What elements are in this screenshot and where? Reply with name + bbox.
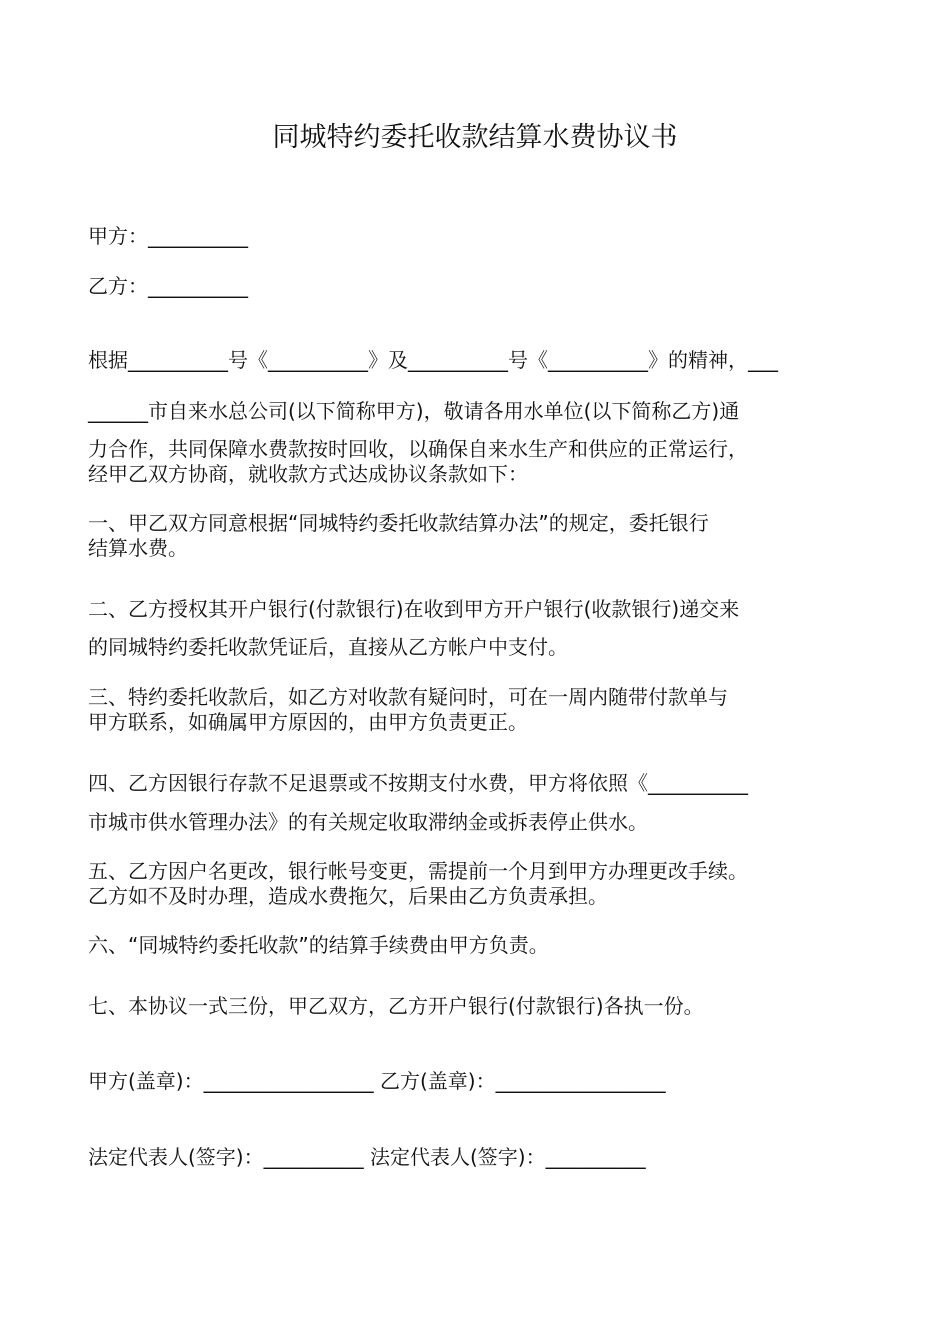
- clause-1-line-1: 一、甲乙双方同意根据“同城特约委托收款结算办法”的规定，委托银行: [88, 511, 709, 535]
- clause-2-line-2: 的同城特约委托收款凭证后，直接从乙方帐户中支付。: [88, 635, 568, 659]
- clause-7: 七、本协议一式三份，甲乙双方，乙方开户银行(付款银行)各执一份。: [88, 994, 704, 1018]
- legal-representative-line: 法定代表人(签字)：__________ 法定代表人(签字)：__________: [88, 1145, 646, 1169]
- document-title: 同城特约委托收款结算水费协议书: [272, 122, 678, 153]
- clause-5-line-1: 五、乙方因户名更改，银行帐号变更，需提前一个月到甲方办理更改手续。: [88, 859, 748, 883]
- clause-4-line-1: 四、乙方因银行存款不足退票或不按期支付水费，甲方将依照《__________: [88, 771, 748, 795]
- clause-2-line-1: 二、乙方授权其开户银行(付款银行)在收到甲方开户银行(收款银行)递交来: [88, 597, 740, 621]
- seal-line: 甲方(盖章)：_________________ 乙方(盖章)：_________________: [88, 1069, 666, 1093]
- intro-line-4: 经甲乙双方协商，就收款方式达成协议条款如下：: [88, 462, 528, 486]
- clause-3-line-2: 甲方联系，如确属甲方原因的，由甲方负责更正。: [88, 710, 528, 734]
- intro-line-2: ______市自来水总公司(以下简称甲方)，敬请各用水单位(以下简称乙方)通: [88, 399, 740, 423]
- clause-3-line-1: 三、特约委托收款后，如乙方对收款有疑问时，可在一周内随带付款单与: [88, 685, 728, 709]
- clause-5-line-2: 乙方如不及时办理，造成水费拖欠，后果由乙方负责承担。: [88, 884, 608, 908]
- intro-line-3: 力合作，共同保障水费款按时回收，以确保自来水生产和供应的正常运行，: [88, 437, 748, 461]
- party-b-line: 乙方：__________: [88, 274, 248, 298]
- party-a-line: 甲方：__________: [88, 224, 248, 248]
- intro-line-1: 根据__________号《__________》及__________号《__________》的精神，___: [88, 348, 778, 372]
- clause-6: 六、“同城特约委托收款”的结算手续费由甲方负责。: [88, 933, 549, 957]
- clause-4-line-2: 市城市供水管理办法》的有关规定收取滞纳金或拆表停止供水。: [88, 810, 648, 834]
- clause-1-line-2: 结算水费。: [88, 536, 188, 560]
